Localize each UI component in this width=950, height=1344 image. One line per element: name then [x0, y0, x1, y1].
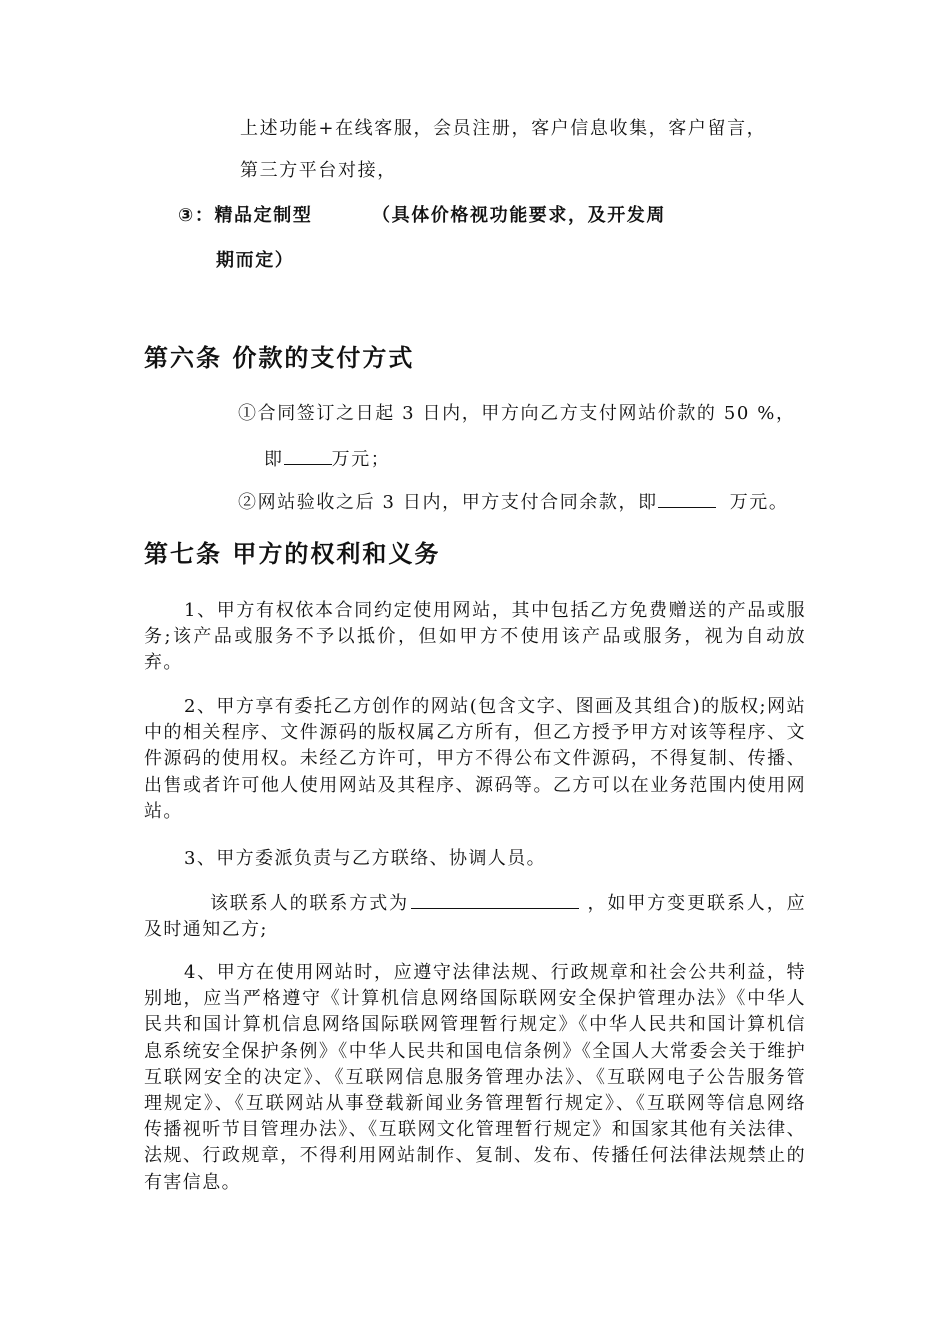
contact-clause: [144, 890, 806, 943]
clause-1: 1、甲方有权依本合同约定使用网站，其中包括乙方免费赠送的产品或服务;该产品或服务不予以抵价，但如甲方不使用该产品或服务，视为自动放弃。: [144, 600, 806, 674]
payment-item-2-suffix: 万元。: [729, 492, 789, 513]
article-7-heading: 第七条 甲方的权利和义务: [144, 540, 441, 568]
payment-item-1-prefix: 即: [264, 449, 284, 470]
clause-2: 2、甲方享有委托乙方创作的网站(包含文字、图画及其组合)的版权;网站中的相关程序、文件源码的版权属乙方所有，但乙方授予甲方对该等程序、文件源码的使用权。未经乙方许可，甲方不得公布文件源码，不得复制、传播、出售或者许可他人使用网站及其程序、源码等。乙方可以在业务范围内使用网站。: [144, 696, 806, 822]
package-features-line-1: 上述功能+在线客服，会员注册，客户信息收集，客户留言，: [240, 118, 767, 139]
payment-amount-2-blank[interactable]: [658, 489, 716, 508]
contact-suffix: ，如甲方变更联系人，应及时通知乙方;: [144, 893, 806, 941]
contact-prefix: 该联系人的联系方式为: [210, 893, 410, 914]
package-three-note-line-2: 期而定）: [216, 250, 295, 271]
article-6-heading: 第六条 价款的支付方式: [144, 344, 415, 372]
payment-item-1-line-1: ①合同签订之日起 3 日内，甲方向乙方支付网站价款的 50 %，: [238, 403, 796, 424]
payment-item-2-prefix: ②网站验收之后 3 日内，甲方支付合同余款，即: [238, 492, 658, 513]
payment-amount-1-blank[interactable]: [284, 446, 332, 465]
package-features-line-2: 第三方平台对接，: [240, 160, 397, 181]
clause-3: 3、甲方委派负责与乙方联络、协调人员。: [184, 848, 547, 869]
payment-item-1-line-2: [264, 446, 390, 471]
payment-item-1-suffix: 万元；: [331, 449, 391, 470]
package-three-label: ③：精品定制型: [178, 205, 313, 226]
payment-item-2: [238, 489, 789, 514]
package-three-note-line-1: （具体价格视功能要求，及开发周: [372, 205, 666, 226]
clause-4: 4、甲方在使用网站时，应遵守法律法规、行政规章和社会公共利益，特别地，应当严格遵守《计算机信息网络国际联网安全保护管理办法》《中华人民共和国计算机信息网络国际联网管理暂行规定》《中华人民共和国计算机信息系统安全保护条例》《中华人民共和国电信条例》《全国人大常委会关于维护互联网安全的决定》、《互联网信息服务管理办法》、《互联网电子公告服务管理规定》、《互联网站从事登载新闻业务管理暂行规定》、《互联网等信息网络传播视听节目管理办法》、《互联网文化管理暂行规定》和国家其他有关法律、法规、行政规章，不得利用网站制作、复制、发布、传播任何法律法规禁止的有害信息。: [144, 962, 806, 1193]
contact-info-blank[interactable]: [411, 890, 579, 909]
